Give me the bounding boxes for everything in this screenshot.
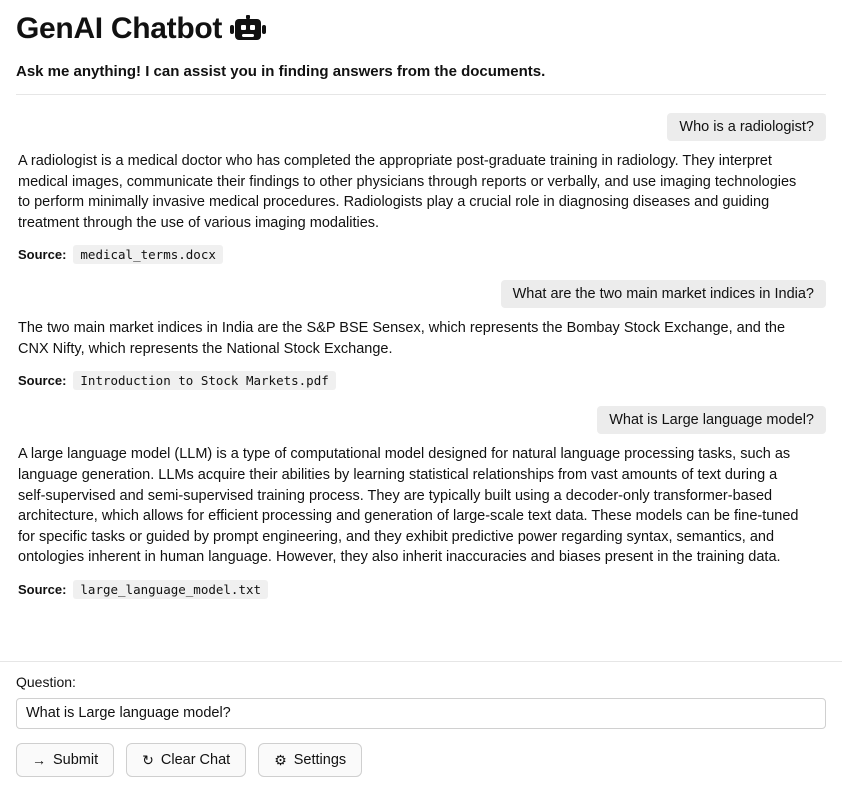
source-label: Source:	[18, 373, 67, 389]
user-message: What are the two main market indices in India?	[501, 280, 826, 308]
source-chip: Introduction to Stock Markets.pdf	[73, 371, 335, 390]
user-message: Who is a radiologist?	[667, 113, 826, 141]
source-label: Source:	[18, 581, 67, 597]
user-message-row	[16, 406, 826, 434]
chat-turn	[16, 113, 826, 264]
app-subtitle: Ask me anything! I can assist you in finding answers from the documents.	[16, 63, 546, 80]
submit-button[interactable]	[16, 743, 114, 778]
submit-button-label: Submit	[53, 751, 99, 768]
source-row	[18, 371, 826, 390]
user-message-row	[16, 280, 826, 308]
chat-turn	[16, 406, 826, 598]
composer	[0, 661, 842, 791]
question-input[interactable]	[16, 698, 826, 729]
arrow-right-icon: →	[32, 751, 46, 768]
refresh-icon: ↻	[142, 751, 154, 768]
source-chip: large_language_model.txt	[73, 580, 268, 599]
app-header	[0, 0, 842, 95]
clear-chat-button-label: Clear Chat	[160, 751, 231, 768]
app-title-text: GenAI Chatbot	[16, 12, 223, 45]
bot-message: A radiologist is a medical doctor who has completed the appropriate post-graduate training in radiology. They interpret medical images, communicate their findings to other physicians through reports or verbally, and use imaging technologies to perform minimally invasive medical procedures. Radiologists play a crucial role in diagnosing diseases and guiding treatment through the use of various imaging modalities.	[18, 153, 797, 231]
source-row	[18, 580, 826, 599]
bot-message-row	[16, 151, 826, 233]
page-title	[16, 12, 826, 45]
user-message-row	[16, 113, 826, 141]
settings-button-label: Settings	[293, 751, 347, 768]
user-message: What is Large language model?	[597, 406, 826, 434]
source-label: Source:	[18, 247, 67, 263]
chat-turn	[16, 280, 826, 390]
robot-icon	[230, 14, 266, 44]
bot-message: A large language model (LLM) is a type of computational model designed for natural language processing tasks, such as language generation. LLMs acquire their abilities by learning statistical relationships from vast amounts of text during a self-supervised and semi-supervised training process. They are typically built using a decoder-only transformer-based architecture, which allows for efficient processing and generation of large-scale text data. These models can be fine-tuned for specific tasks or guided by prompt engineering, and they exhibit predictive power regarding syntax, semantics, and ontologies inherent in human language. However, they also inherit inaccuracies and biases present in the training data.	[18, 446, 799, 566]
source-row	[18, 245, 826, 264]
settings-button[interactable]	[258, 743, 362, 778]
source-chip: medical_terms.docx	[73, 245, 222, 264]
action-buttons	[16, 743, 826, 778]
bot-message-row	[16, 444, 826, 567]
clear-chat-button[interactable]	[126, 743, 246, 778]
bot-message: The two main market indices in India are the S&P BSE Sensex, which represents the Bombay Stock Exchange, and the CNX Nifty, which represents the National Stock Exchange.	[18, 320, 786, 357]
question-label: Question:	[16, 673, 76, 690]
bot-message-row	[16, 318, 826, 359]
chat-transcript[interactable]	[0, 95, 842, 661]
gear-icon: ⚙	[274, 751, 287, 768]
